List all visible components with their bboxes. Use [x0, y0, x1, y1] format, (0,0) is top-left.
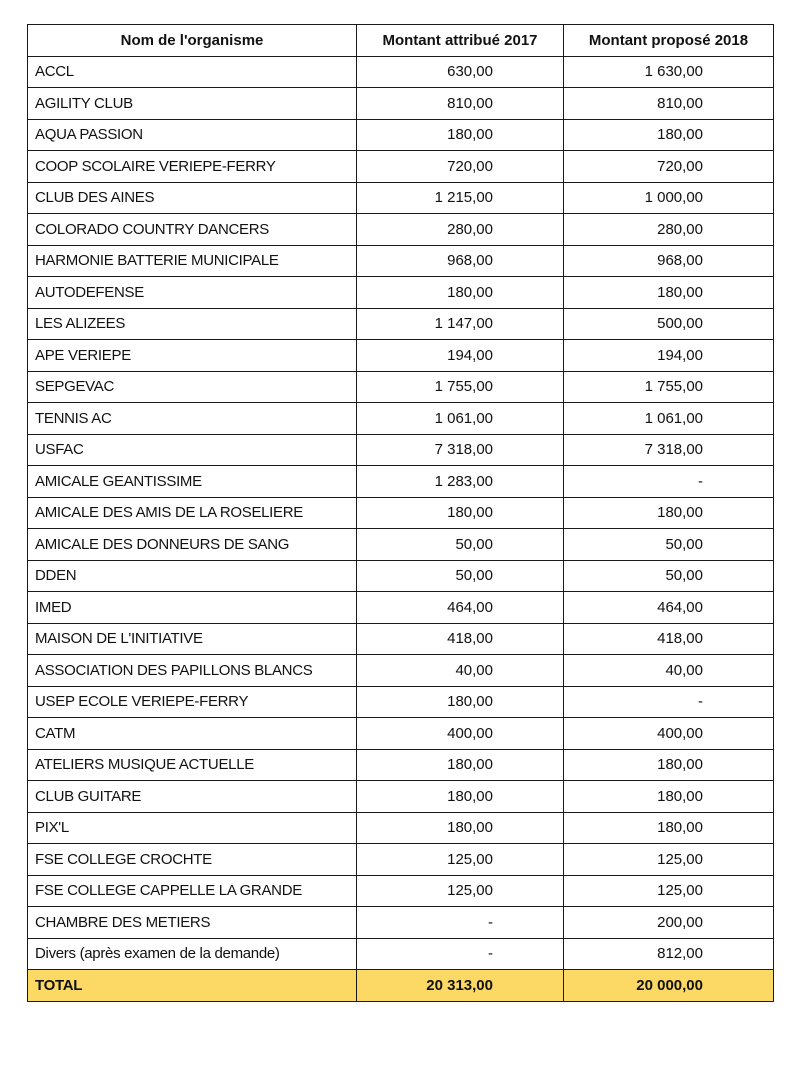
total-row — [28, 970, 774, 1002]
table-row — [28, 340, 774, 372]
organisme-cell: FSE COLLEGE CROCHTE — [28, 844, 357, 876]
montant-2017-cell: 630,00 — [357, 56, 564, 88]
montant-2017-cell: 1 061,00 — [357, 403, 564, 435]
organisme-cell: LES ALIZEES — [28, 308, 357, 340]
montant-2017-cell: 180,00 — [357, 497, 564, 529]
table-row — [28, 497, 774, 529]
total-2017: 20 313,00 — [357, 970, 564, 1002]
montant-2017-cell: 40,00 — [357, 655, 564, 687]
montant-2018-cell: 7 318,00 — [564, 434, 774, 466]
total-2018: 20 000,00 — [564, 970, 774, 1002]
montant-2017-cell: 1 283,00 — [357, 466, 564, 498]
montant-2018-cell: 810,00 — [564, 88, 774, 120]
table-row — [28, 403, 774, 435]
montant-2018-cell: 200,00 — [564, 907, 774, 939]
table-row — [28, 655, 774, 687]
montant-2018-cell: 180,00 — [564, 781, 774, 813]
header-row — [28, 25, 774, 57]
montant-2017-cell: 180,00 — [357, 686, 564, 718]
table-row — [28, 938, 774, 970]
table-row — [28, 686, 774, 718]
montant-2017-cell: 180,00 — [357, 812, 564, 844]
montant-2017-cell: 400,00 — [357, 718, 564, 750]
table-row — [28, 119, 774, 151]
montant-2017-cell: 1 147,00 — [357, 308, 564, 340]
organisme-cell: SEPGEVAC — [28, 371, 357, 403]
organisme-cell: ASSOCIATION DES PAPILLONS BLANCS — [28, 655, 357, 687]
organisme-cell: COOP SCOLAIRE VERIEPE-FERRY — [28, 151, 357, 183]
table-row — [28, 182, 774, 214]
montant-2017-cell: 810,00 — [357, 88, 564, 120]
montant-2017-cell: - — [357, 938, 564, 970]
montant-2018-cell: 500,00 — [564, 308, 774, 340]
montant-2017-cell: 1 215,00 — [357, 182, 564, 214]
montant-2017-cell: 1 755,00 — [357, 371, 564, 403]
table-row — [28, 749, 774, 781]
table-row — [28, 623, 774, 655]
montant-2017-cell: 125,00 — [357, 875, 564, 907]
montant-2018-cell: 125,00 — [564, 875, 774, 907]
organisme-cell: CLUB GUITARE — [28, 781, 357, 813]
montant-2017-cell: 720,00 — [357, 151, 564, 183]
montant-2018-cell: - — [564, 686, 774, 718]
montant-2017-cell: 50,00 — [357, 529, 564, 561]
table-row — [28, 592, 774, 624]
montant-2018-cell: 968,00 — [564, 245, 774, 277]
montant-2018-cell: 40,00 — [564, 655, 774, 687]
montant-2018-cell: 50,00 — [564, 529, 774, 561]
montant-2018-cell: 180,00 — [564, 497, 774, 529]
table-row — [28, 308, 774, 340]
montant-2018-cell: 180,00 — [564, 119, 774, 151]
montant-2018-cell: 418,00 — [564, 623, 774, 655]
montant-2018-cell: 180,00 — [564, 812, 774, 844]
montant-2018-cell: 180,00 — [564, 277, 774, 309]
montant-2017-cell: 180,00 — [357, 277, 564, 309]
table-row — [28, 812, 774, 844]
montant-2017-cell: 180,00 — [357, 749, 564, 781]
table-row — [28, 560, 774, 592]
montant-2018-cell: 180,00 — [564, 749, 774, 781]
table-row — [28, 151, 774, 183]
header-organisme: Nom de l'organisme — [28, 25, 357, 57]
table-row — [28, 875, 774, 907]
organisme-cell: FSE COLLEGE CAPPELLE LA GRANDE — [28, 875, 357, 907]
header-montant-2018: Montant proposé 2018 — [564, 25, 774, 57]
table-row — [28, 245, 774, 277]
table-row — [28, 277, 774, 309]
montant-2018-cell: 812,00 — [564, 938, 774, 970]
organisme-cell: ATELIERS MUSIQUE ACTUELLE — [28, 749, 357, 781]
table-row — [28, 56, 774, 88]
organisme-cell: AMICALE DES AMIS DE LA ROSELIERE — [28, 497, 357, 529]
organisme-cell: CATM — [28, 718, 357, 750]
table-row — [28, 907, 774, 939]
header-montant-2017: Montant attribué 2017 — [357, 25, 564, 57]
organisme-cell: USEP ECOLE VERIEPE-FERRY — [28, 686, 357, 718]
montant-2018-cell: - — [564, 466, 774, 498]
montant-2018-cell: 194,00 — [564, 340, 774, 372]
montant-2018-cell: 125,00 — [564, 844, 774, 876]
montant-2018-cell: 720,00 — [564, 151, 774, 183]
organisme-cell: AGILITY CLUB — [28, 88, 357, 120]
organisme-cell: TENNIS AC — [28, 403, 357, 435]
organisme-cell: APE VERIEPE — [28, 340, 357, 372]
organisme-cell: PIX'L — [28, 812, 357, 844]
table-row — [28, 434, 774, 466]
montant-2018-cell: 1 000,00 — [564, 182, 774, 214]
montant-2017-cell: 194,00 — [357, 340, 564, 372]
table-row — [28, 781, 774, 813]
organisme-cell: HARMONIE BATTERIE MUNICIPALE — [28, 245, 357, 277]
montant-2017-cell: 50,00 — [357, 560, 564, 592]
table-row — [28, 371, 774, 403]
montant-2018-cell: 400,00 — [564, 718, 774, 750]
organisme-cell: COLORADO COUNTRY DANCERS — [28, 214, 357, 246]
organisme-cell: Divers (après examen de la demande) — [28, 938, 357, 970]
organisme-cell: ACCL — [28, 56, 357, 88]
table-row — [28, 529, 774, 561]
table-row — [28, 718, 774, 750]
montant-2017-cell: 968,00 — [357, 245, 564, 277]
montant-2018-cell: 1 755,00 — [564, 371, 774, 403]
organisme-cell: AQUA PASSION — [28, 119, 357, 151]
table-row — [28, 214, 774, 246]
montant-2018-cell: 1 630,00 — [564, 56, 774, 88]
montant-2017-cell: - — [357, 907, 564, 939]
montant-2017-cell: 464,00 — [357, 592, 564, 624]
organisme-cell: USFAC — [28, 434, 357, 466]
montant-2017-cell: 418,00 — [357, 623, 564, 655]
subsidy-table — [27, 24, 774, 1002]
montant-2017-cell: 280,00 — [357, 214, 564, 246]
organisme-cell: DDEN — [28, 560, 357, 592]
table-row — [28, 844, 774, 876]
montant-2017-cell: 7 318,00 — [357, 434, 564, 466]
organisme-cell: AMICALE GEANTISSIME — [28, 466, 357, 498]
table-row — [28, 88, 774, 120]
montant-2017-cell: 180,00 — [357, 119, 564, 151]
total-label: TOTAL — [28, 970, 357, 1002]
montant-2017-cell: 125,00 — [357, 844, 564, 876]
montant-2018-cell: 50,00 — [564, 560, 774, 592]
montant-2018-cell: 280,00 — [564, 214, 774, 246]
montant-2018-cell: 1 061,00 — [564, 403, 774, 435]
montant-2018-cell: 464,00 — [564, 592, 774, 624]
organisme-cell: CHAMBRE DES METIERS — [28, 907, 357, 939]
organisme-cell: CLUB DES AINES — [28, 182, 357, 214]
montant-2017-cell: 180,00 — [357, 781, 564, 813]
organisme-cell: MAISON DE L'INITIATIVE — [28, 623, 357, 655]
organisme-cell: AUTODEFENSE — [28, 277, 357, 309]
table-row — [28, 466, 774, 498]
organisme-cell: AMICALE DES DONNEURS DE SANG — [28, 529, 357, 561]
organisme-cell: IMED — [28, 592, 357, 624]
